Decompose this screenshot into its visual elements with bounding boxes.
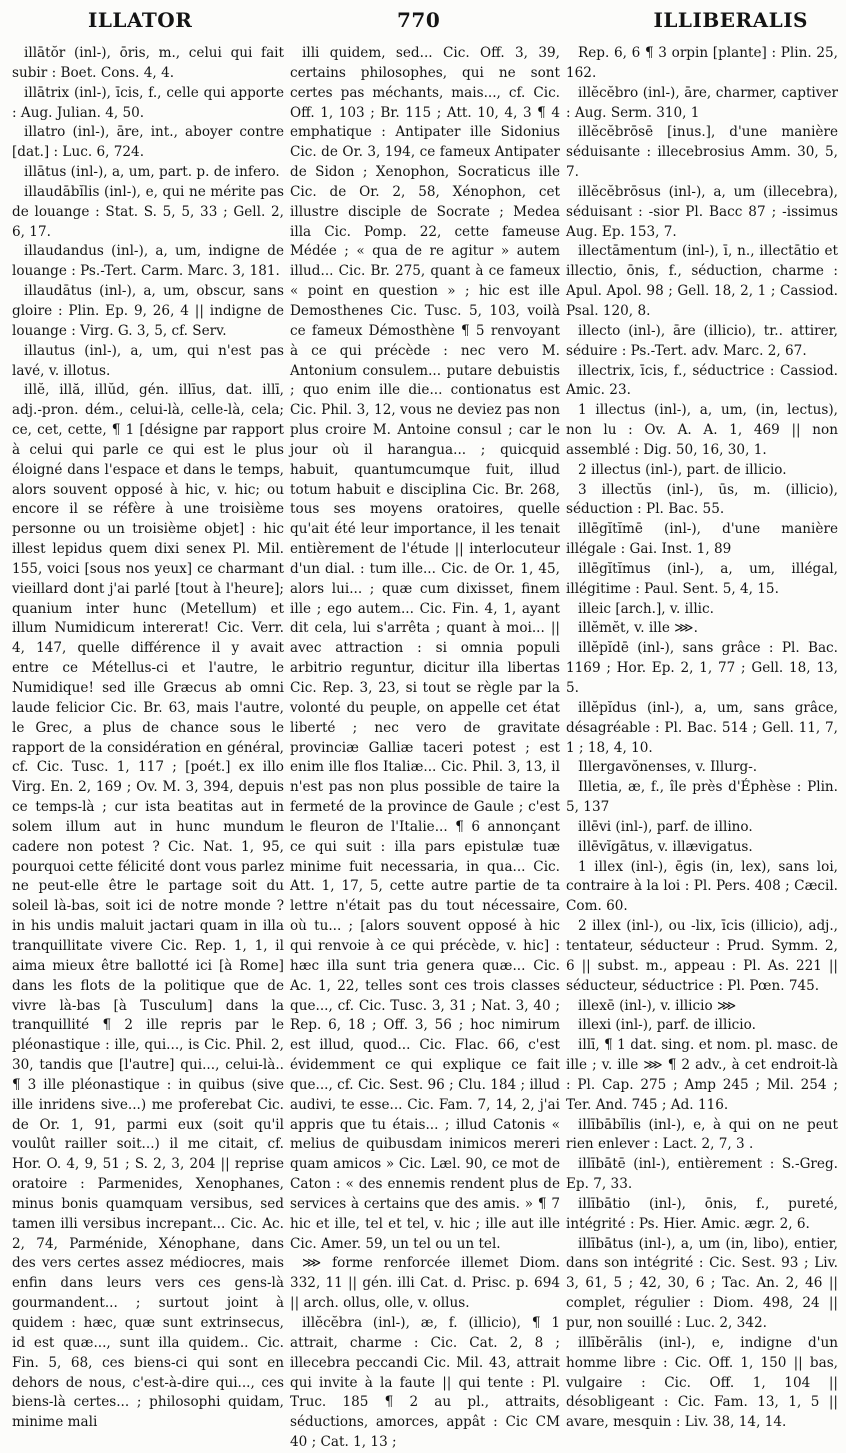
dictionary-entry: illectāmentum (inl-), ī, n., illectātio et illectio, ōnis, f., séduction, charme : Apul. Apol. 98 ; Gell. 18, 2, 1 ; Cassiod. Psal. 120, 8. [566, 243, 838, 319]
column-right [566, 44, 838, 1431]
dictionary-entry: Rep. 6, 6 ¶ 3 orpin [plante] : Plin. 25, 162. [566, 45, 838, 81]
header-right-guide-word: ILLIBERALIS [653, 8, 808, 32]
dictionary-entry: 1 illex (inl-), ēgis (in, lex), sans loi, contraire à la loi : Pl. Pers. 408 ; Cæcil. Com. 60. [566, 858, 838, 915]
dictionary-entry: illātŏr (inl-), ōris, m., celui qui fait subir : Boet. Cons. 4, 4. [12, 45, 284, 81]
dictionary-entry: illĕ, illă, illŭd, gén. illīus, dat. illī, adj.-pron. dém., celui-là, celle-là, cela; ce, cet, cette, ¶ 1 [désigne par rapport à celui qui parle ce qui est le plus éloigné dans l'espace et dans le temps, alors souvent opposé à hic, v. hic; ou encore il se réfère à une troisième personne ou un troisième objet] : hic illest lepidus quem dixi senex Pl. Mil. 155, voici [sous nos yeux] ce charmant vieillard dont j'ai parlé [tout à l'heure]; quanium inter hunc (Metellum) et illum Numidicum intererat! Cic. Verr. 4, 147, quelle différence il y avait entre ce Métellus-ci et l'autre, le Numidique! sed ille Græcus ab omni laude felicior Cic. Br. 63, mais l'autre, le Grec, a plus de chance sous le rapport de la considération en général, cf. Cic. Tusc. 1, 117 ; [poét.] ex illo Virg. En. 2, 169 ; Ov. M. 3, 394, depuis ce temps-là ; cur ista beatitas aut in solem illum aut in hunc mundum cadere non potest ? Cic. Nat. 1, 95, pourquoi cette félicité dont vous parlez ne peut-elle être le partage soit du soleil là-bas, soit ici de notre monde ? in his undis maluit jactari quam in illa tranquillitate vivere Cic. Rep. 1, 1, il aima mieux être ballotté ici [à Rome] dans les flots de la politique que de vivre là-bas [à Tusculum] dans la tranquillité ¶ 2 ille repris par le pléonastique : ille, qui..., is Cic. Phil. 2, 30, tandis que [l'autre] qui..., celui-là.. ¶ 3 ille pléonastique : in quibus (sive ille inridens sive...) me proferebat Cic. de Or. 1, 91, parmi eux (soit qu'il voulût railler soit...) il me citait, cf. Hor. O. 4, 9, 51 ; S. 2, 3, 204 || reprise oratoire : Parmenides, Xenophanes, minus bonis quamquam versibus, sed tamen illi versibus increpant... Cic. Ac. 2, 74, Parménide, Xénophane, dans des vers certes assez médiocres, mais enfin dans leurs vers ces gens-là gourmandent... ; surtout joint à quidem : hæc, quæ sunt extrinsecus, id est quæ..., sunt illa quidem.. Cic. Fin. 5, 68, ces biens-ci qui sont en dehors de nous, c'est-à-dire qui..., ces biens-là certes... ; philosophi quidam, minime mali [12, 382, 284, 1431]
dictionary-entry: illēgĭtĭmus (inl-), a, um, illégal, illégitime : Paul. Sent. 5, 4, 15. [566, 560, 838, 597]
dictionary-entry: illēvi (inl-), parf. de illino. [578, 818, 753, 835]
page-header [0, 8, 846, 38]
dictionary-entry: illectrix, īcis, f., séductrice : Cassiod. Amic. 23. [566, 362, 838, 399]
dictionary-entry: illi quidem, sed... Cic. Off. 3, 39, certains philosophes, qui ne sont certes pas méchants, mais..., cf. Cic. Off. 1, 103 ; Br. 115 ; Att. 10, 4, 3 ¶ 4 emphatique : Antipater ille Sidonius Cic. de Or. 3, 194, ce fameux Antipater de Sidon ; Xenophon, Socraticus ille Cic. de Or. 2, 58, Xénophon, cet illustre disciple de Socrate ; Medea illa Cic. Pomp. 22, cette fameuse Médée ; « qua de re agitur » autem illud... Cic. Br. 275, quant à ce fameux « point en question » ; hic est ille Demosthenes Cic. Tusc. 5, 103, voilà ce fameux Démosthène ¶ 5 renvoyant à ce qui précède : nec vero M. Antonium consulem... putare debuistis ; quo enim ille die... contionatus est Cic. Phil. 3, 12, vous ne deviez pas non plus croire M. Antoine consul ; car le jour où il harangua... ; quicquid habuit, quantumcumque fuit, illud totum habuit e disciplina Cic. Br. 268, tous ses moyens oratoires, quelle qu'ait été leur importance, il les tenait entièrement de l'étude || interlocuteur d'un dial. : tum ille... Cic. de Or. 1, 45, alors lui... ; quæ cum dixisset, finem ille ; ego autem... Cic. Fin. 4, 1, ayant dit cela, lui s'arrêta ; quant à moi... || avec attraction : si omnia populi arbitrio reguntur, dicitur illa libertas Cic. Rep. 3, 23, si tout se règle par la volonté du peuple, on appelle cet état liberté ; nec vero de gravitate provinciæ Galliæ taceri potest ; est enim ille flos Italiæ... Cic. Phil. 3, 13, il n'est pas non plus possible de taire la fermeté de la province de Gaule ; c'est le fleuron de l'Italie... ¶ 6 annonçant ce qui suit : illa pars epistulæ tuæ minime fuit necessaria, in qua... Cic. Att. 1, 17, 5, cette autre partie de ta lettre n'était pas du tout nécessaire, où tu... ; [alors souvent opposé à hic qui renvoie à ce qui précède, v. hic] : hæc illa sunt tria genera quæ... Cic. Ac. 1, 22, telles sont ces trois classes que..., cf. Cic. Tusc. 3, 31 ; Nat. 3, 40 ; Rep. 6, 18 ; Off. 3, 56 ; hoc nimirum est illud, quod... Cic. Flac. 66, c'est évidemment ce qui explique ce fait que..., cf. Cic. Sest. 96 ; Clu. 184 ; illud audivi, te esse... Cic. Fam. 7, 14, 2, j'ai appris que tu étais... ; illud Catonis « melius de quibusdam inimicos mereri quam amicos » Cic. Læl. 90, ce mot de Caton : « des ennemis rendent plus de services à certains que des amis. » ¶ 7 hic et ille, tel et tel, v. hic ; ille aut ille Cic. Amer. 59, un tel ou un tel. [290, 45, 560, 1252]
dictionary-entry: illĕpĭdē (inl-), sans grâce : Pl. Bac. 1169 ; Hor. Ep. 2, 1, 77 ; Gell. 18, 13, 5. [566, 640, 838, 696]
dictionary-entry: illĕmĕt, v. ille ⋙. [578, 620, 698, 637]
dictionary-entry: illexē (inl-), v. illicio ⋙ [578, 997, 737, 1014]
dictionary-entry: illātrix (inl-), īcis, f., celle qui apporte : Aug. Julian. 4, 50. [12, 84, 284, 121]
dictionary-entry: illībātus (inl-), a, um (in, libo), entier, dans son intégrité : Cic. Sest. 93 ; Liv. 3, 61, 5 ; 42, 30, 6 ; Tac. An. 2, 46 || complet, régulier : Diom. 498, 24 || pur, non souillé : Luc. 2, 342. [566, 1235, 838, 1331]
dictionary-entry: illībātio (inl-), ōnis, f., pureté, intégrité : Ps. Hier. Amic. ægr. 2, 6. [566, 1195, 838, 1232]
dictionary-entry: illaudandus (inl-), a, um, indigne de louange : Ps.-Tert. Carm. Marc. 3, 181. [12, 243, 284, 280]
dictionary-entry: illexi (inl-), parf. de illicio. [578, 1017, 756, 1034]
dictionary-entry: illĕcĕbrōsus (inl-), a, um (illecebra), séduisant : -sior Pl. Bacc 87 ; -issimus Aug. Ep. 153, 7. [566, 183, 838, 240]
dictionary-entry: illībĕrālis (inl-), e, indigne d'un homme libre : Cic. Off. 1, 150 || bas, vulgaire : Cic. Off. 1, 104 || désobligeant : Cic. Fam. 13, 1, 5 || avare, mesquin : Liv. 38, 14, 14. [566, 1334, 838, 1431]
dictionary-entry: illecto (inl-), āre (illicio), tr.. attirer, séduire : Ps.-Tert. adv. Marc. 2, 67. [566, 322, 838, 359]
dictionary-entry: illaudātus (inl-), a, um, obscur, sans gloire : Plin. Ep. 9, 26, 4 || indigne de louange : Virg. G. 3, 5, cf. Serv. [12, 283, 284, 339]
dictionary-entry: illī, ¶ 1 dat. sing. et nom. pl. masc. de ille ; v. ille ⋙ ¶ 2 adv., à cet endroit-là : Pl. Cap. 275 ; Amp 245 ; Mil. 254 ; Ter. And. 745 ; Ad. 116. [566, 1037, 838, 1113]
header-left-guide-word: ILLATOR [88, 8, 193, 32]
dictionary-entry: illĕpĭdus (inl-), a, um, sans grâce, désagréable : Pl. Bac. 514 ; Gell. 11, 7, 1 ; 18, 4, 10. [566, 699, 838, 756]
dictionary-entry: illātus (inl-), a, um, part. p. de infero. [24, 164, 280, 181]
dictionary-entry: illībābĭlis (inl-), e, à qui on ne peut rien enlever : Lact. 2, 7, 3 . [566, 1116, 838, 1153]
dictionary-entry: 3 illectŭs (inl-), ūs, m. (illicio), séduction : Pl. Bac. 55. [566, 481, 838, 518]
dictionary-entry: 1 illectus (inl-), a, um, (in, lectus), non lu : Ov. A. A. 1, 469 || non assemblé : Dig. 50, 16, 30, 1. [566, 402, 838, 458]
dictionary-entry: 2 illex (inl-), ou -lix, īcis (illicio), adj., tentateur, séducteur : Prud. Symm. 2, 6 || subst. m., appeau : Pl. As. 221 || séducteur, séductrice : Pl. Pœn. 745. [566, 918, 838, 994]
dictionary-entry: illĕcĕbro (inl-), āre, charmer, captiver : Aug. Serm. 310, 1 [566, 84, 838, 121]
dictionary-entry: illībātē (inl-), entièrement : S.-Greg. Ep. 7, 33. [566, 1156, 838, 1193]
dictionary-entry: illautus (inl-), a, um, qui n'est pas lavé, v. illotus. [12, 342, 284, 379]
column-middle [290, 44, 560, 1451]
dictionary-entry: illĕcĕbrōsē [inus.], d'une manière séduisante : illecebrosius Amm. 30, 5, 7. [566, 124, 838, 181]
dictionary-entry: 2 illectus (inl-), part. de illicio. [578, 461, 787, 478]
dictionary-entry: Illergavŏnenses, v. Illurg-. [578, 759, 758, 776]
dictionary-entry: illatro (inl-), āre, int., aboyer contre [dat.] : Luc. 6, 724. [12, 124, 284, 161]
dictionary-entry: illēvĭgātus, v. illævigatus. [578, 838, 753, 855]
dictionary-entry: illĕcĕbra (inl-), æ, f. (illicio), ¶ 1 attrait, charme : Cic. Cat. 2, 8 ; illecebra peccandi Cic. Mil. 43, attrait qui invite à la faute || qui tente : Pl. Truc. 185 ¶ 2 au pl., attraits, séductions, amorces, appât : Cic CM 40 ; Cat. 1, 13 ; [290, 1315, 560, 1451]
column-left [12, 44, 284, 1431]
dictionary-entry: ⋙ forme renforcée illemet Diom. 332, 11 || gén. illi Cat. d. Prisc. p. 694 || arch. ollus, olle, v. ollus. [290, 1255, 560, 1312]
page-number: 770 [397, 8, 441, 32]
dictionary-entry: illēgĭtĭmē (inl-), d'une manière illégale : Gai. Inst. 1, 89 [566, 521, 838, 558]
dictionary-entry: illeic [arch.], v. illic. [578, 600, 714, 617]
dictionary-entry: illaudābĭlis (inl-), e, qui ne mérite pas de louange : Stat. S. 5, 5, 33 ; Gell. 2, 6, 17. [12, 183, 284, 240]
dictionary-entry: Illetia, æ, f., île près d'Éphèse : Plin. 5, 137 [566, 779, 838, 816]
